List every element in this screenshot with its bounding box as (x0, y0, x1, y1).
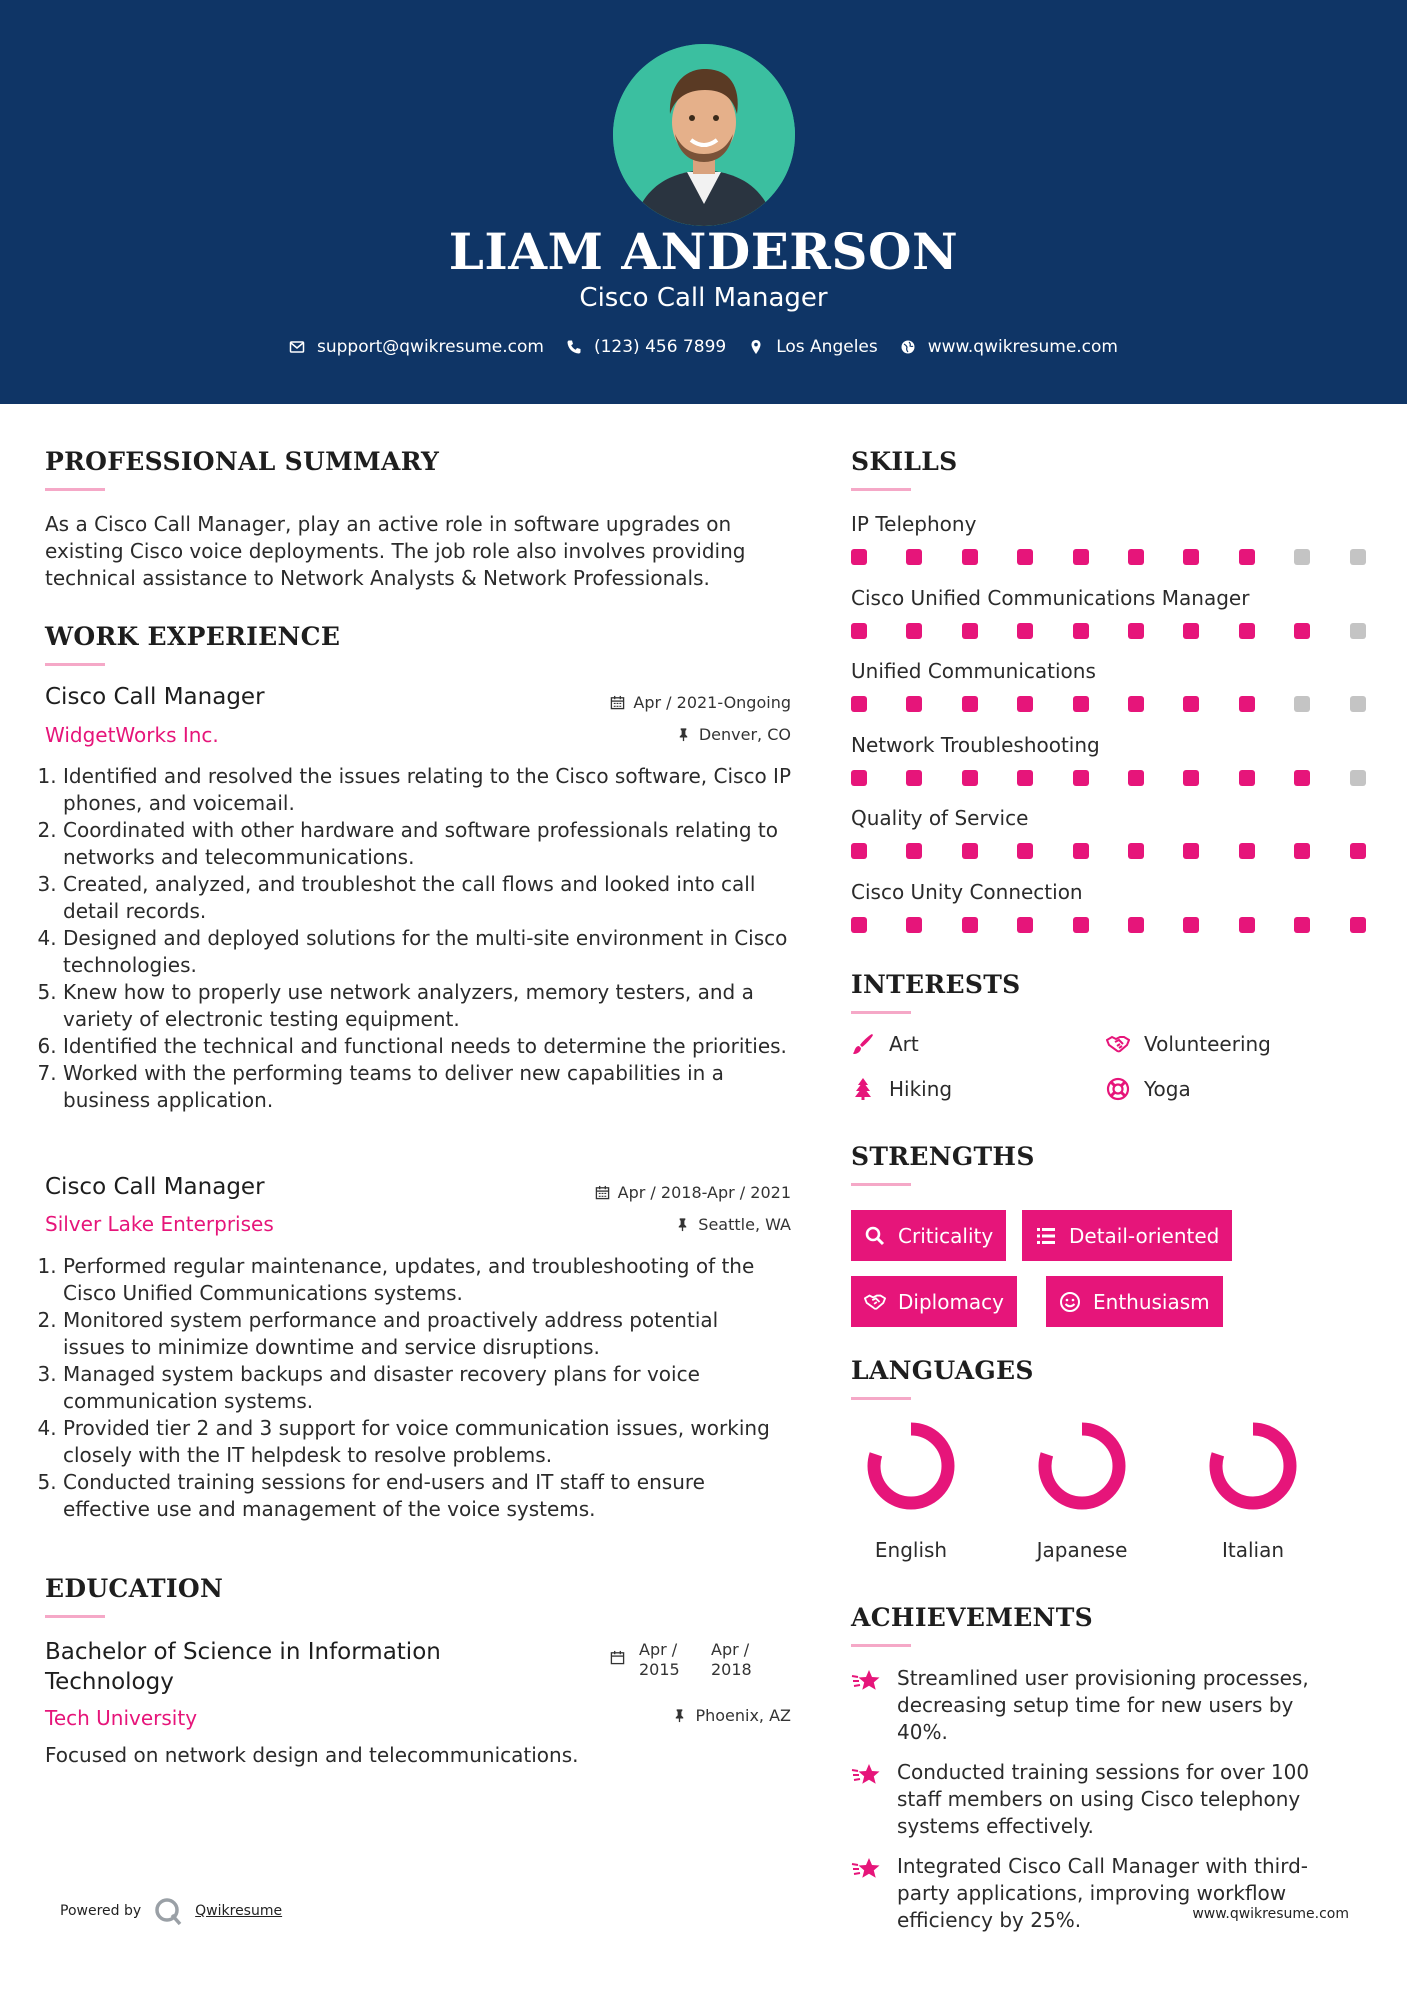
skill-dot-filled (1128, 623, 1144, 639)
skill-dot-filled (1128, 770, 1144, 786)
envelope-icon (289, 339, 305, 355)
skill-dot-filled (906, 696, 922, 712)
skill-name: Cisco Unified Communications Manager (851, 585, 1250, 610)
strength-chip (851, 1210, 1006, 1261)
email-text: support@qwikresume.com (317, 337, 544, 357)
interest-label: Hiking (889, 1077, 953, 1101)
language-label: English (874, 1538, 948, 1562)
lifering-icon (1106, 1077, 1130, 1101)
list-item: 2. Monitored system performance and proactively address potential issues to minimize downtime and service disruptions. (63, 1307, 783, 1361)
skill-dot-filled (1239, 770, 1255, 786)
skill-dot-filled (1350, 843, 1366, 859)
skill-dot-filled (851, 623, 867, 639)
smile-icon (1059, 1291, 1081, 1313)
summary-title: PROFESSIONAL SUMMARY (45, 447, 440, 476)
strengths-rule (851, 1183, 911, 1186)
footer-website[interactable]: www.qwikresume.com (1192, 1906, 1349, 1922)
job-dates (610, 693, 791, 712)
skill-dot-filled (1073, 843, 1089, 859)
list-item: 6. Identified the technical and functional needs to determine the priorities. (63, 1033, 803, 1060)
strength-chip (1022, 1210, 1232, 1261)
list-item: 5. Knew how to properly use network analyzers, memory testers, and a variety of electronic testing equipment. (63, 979, 803, 1033)
list-item: 3. Created, analyzed, and troubleshot the call flows and looked into call detail records. (63, 871, 803, 925)
candidate-role: Cisco Call Manager (579, 283, 828, 313)
skill-dot-filled (1183, 770, 1199, 786)
strength-label: Criticality (898, 1223, 994, 1248)
skill-name: Network Troubleshooting (851, 732, 1100, 757)
search-icon (864, 1225, 886, 1247)
job-title: Cisco Call Manager (45, 684, 265, 710)
skills-rule (851, 488, 911, 491)
skill-dot-filled (1073, 696, 1089, 712)
paintbrush-icon (851, 1032, 875, 1056)
skill-dot-filled (962, 917, 978, 933)
job-bullets (43, 763, 803, 1114)
skill-dot-filled (851, 917, 867, 933)
skill-dot-filled (1183, 549, 1199, 565)
contact-website[interactable] (900, 337, 1118, 357)
education-start: Apr / 2015 (639, 1640, 680, 1679)
skill-dot-filled (1017, 770, 1033, 786)
job-company: Silver Lake Enterprises (45, 1212, 274, 1236)
skill-dot-filled (1239, 843, 1255, 859)
avatar-illustration (613, 44, 795, 226)
list-item: 7. Worked with the performing teams to deliver new capabilities in a business application. (63, 1060, 803, 1114)
skill-dot-filled (1017, 917, 1033, 933)
skill-dot-filled (1350, 917, 1366, 933)
skill-dot-filled (1128, 549, 1144, 565)
list-item: 5. Conducted training sessions for end-users and IT staff to ensure effective use and management of the voice systems. (63, 1469, 783, 1523)
job-location (676, 725, 791, 744)
skill-dot-empty (1350, 623, 1366, 639)
calendar-icon (610, 1650, 625, 1665)
skill-dot-empty (1294, 549, 1310, 565)
tree-icon (851, 1077, 875, 1101)
work-title: WORK EXPERIENCE (45, 622, 341, 651)
interest-label: Art (889, 1032, 919, 1056)
interest-label: Yoga (1144, 1077, 1191, 1101)
skill-dot-filled (1128, 917, 1144, 933)
interests-title: INTERESTS (851, 970, 1021, 999)
candidate-name: LIAM ANDERSON (448, 222, 959, 281)
skill-dot-filled (962, 623, 978, 639)
language-ring-arc (1216, 1429, 1290, 1503)
phone-text: (123) 456 7899 (593, 337, 727, 357)
language-ring-arc (874, 1429, 948, 1503)
work-rule (45, 663, 105, 666)
skill-dot-filled (1294, 917, 1310, 933)
skill-name: Cisco Unity Connection (851, 879, 1083, 904)
contact-bar (0, 337, 1407, 357)
skill-dot-filled (1073, 549, 1089, 565)
star-icon (851, 1761, 883, 1789)
skill-dot-filled (851, 843, 867, 859)
job-location-text: Denver, CO (698, 725, 791, 744)
map-pin-icon (748, 339, 764, 355)
achievement-item (851, 1759, 1341, 1840)
brand-link[interactable]: Qwikresume (195, 1903, 283, 1919)
powered-by (60, 1896, 282, 1926)
interest-art (851, 1032, 919, 1056)
education-end: Apr / 2018 (711, 1640, 752, 1679)
language-label: Italian (1221, 1538, 1285, 1562)
list-icon (1035, 1225, 1057, 1247)
job-dates-text: Apr / 2021-Ongoing (633, 693, 791, 712)
language-ring-arc (1045, 1429, 1119, 1503)
skill-dot-filled (1073, 623, 1089, 639)
degree-title: Bachelor of Science in Information Technology (45, 1639, 441, 1695)
skill-dot-filled (1073, 917, 1089, 933)
education-rule (45, 1615, 105, 1618)
summary-text: As a Cisco Call Manager, play an active role in software upgrades on existing Cisco voice deployments. The job role also involves providing technical assistance to Network Analysts & Network Professionals. (45, 512, 746, 590)
skill-dot-filled (1183, 843, 1199, 859)
skill-dot-filled (962, 549, 978, 565)
job-dates (595, 1183, 791, 1202)
strengths-title: STRENGTHS (851, 1142, 1035, 1171)
education-location-text: Phoenix, AZ (695, 1706, 791, 1725)
skill-dot-filled (1294, 623, 1310, 639)
calendar-icon (610, 695, 625, 710)
strength-label: Detail-oriented (1069, 1223, 1220, 1248)
achievement-text: Integrated Cisco Call Manager with third-party applications, improving workflow efficiency by 25%. (897, 1854, 1308, 1932)
skill-dot-filled (1017, 623, 1033, 639)
achievement-item (851, 1665, 1341, 1746)
website-text: www.qwikresume.com (927, 337, 1118, 357)
interests-rule (851, 1011, 911, 1014)
education-title: EDUCATION (45, 1574, 224, 1603)
skill-dot-filled (906, 843, 922, 859)
languages-rule (851, 1397, 911, 1400)
list-item: 1. Performed regular maintenance, updates, and troubleshooting of the Cisco Unified Communications systems. (63, 1253, 783, 1307)
list-item: 4. Provided tier 2 and 3 support for voice communication issues, working closely with the IT helpdesk to resolve problems. (63, 1415, 783, 1469)
skill-dot-filled (1128, 843, 1144, 859)
pushpin-icon (676, 727, 691, 742)
skill-dot-filled (1128, 696, 1144, 712)
summary-rule (45, 488, 105, 491)
strength-chip (1046, 1276, 1223, 1327)
skill-dot-empty (1350, 770, 1366, 786)
strength-label: Diplomacy (898, 1289, 1005, 1314)
skill-dot-filled (906, 549, 922, 565)
skill-dot-empty (1294, 696, 1310, 712)
job-bullets (43, 1253, 783, 1523)
skill-dot-filled (1239, 917, 1255, 933)
interest-label: Volunteering (1144, 1032, 1271, 1056)
strength-chip (851, 1276, 1017, 1327)
skill-dot-empty (1350, 549, 1366, 565)
skill-dot-filled (906, 770, 922, 786)
education-location (672, 1706, 791, 1725)
job-company: WidgetWorks Inc. (45, 723, 219, 747)
skill-dot-filled (1183, 623, 1199, 639)
interest-yoga (1106, 1077, 1191, 1101)
interest-hiking (851, 1077, 952, 1101)
skill-dot-filled (1294, 843, 1310, 859)
skill-dot-filled (906, 917, 922, 933)
strength-label: Enthusiasm (1093, 1289, 1210, 1314)
star-icon (851, 1855, 883, 1883)
skill-dot-filled (962, 843, 978, 859)
profile-photo (613, 44, 795, 226)
skill-dot-filled (1017, 843, 1033, 859)
pushpin-icon (672, 1708, 687, 1723)
interest-volunteering (1106, 1032, 1271, 1056)
skill-name: Unified Communications (851, 659, 1096, 683)
skill-dot-filled (962, 696, 978, 712)
contact-email[interactable] (289, 337, 544, 357)
achievement-text: Conducted training sessions for over 100 staff members on using Cisco telephony systems effectively. (897, 1760, 1310, 1838)
languages-title: LANGUAGES (851, 1356, 1034, 1385)
language-ring (1203, 1416, 1303, 1516)
skill-dot-filled (906, 623, 922, 639)
language-ring (861, 1416, 961, 1516)
education-description: Focused on network design and telecommunications. (45, 1743, 579, 1767)
skill-name: IP Telephony (851, 512, 977, 536)
qwikresume-logo-icon (153, 1896, 183, 1926)
list-item: 3. Managed system backups and disaster recovery plans for voice communication systems. (63, 1361, 783, 1415)
education-dates (610, 1640, 769, 1680)
school-name: Tech University (45, 1706, 198, 1730)
skill-dot-filled (1239, 623, 1255, 639)
powered-by-label: Powered by (60, 1903, 142, 1919)
skill-dot-filled (1073, 770, 1089, 786)
contact-location (748, 337, 878, 357)
achievement-text: Streamlined user provisioning processes, decreasing setup time for new users by 40%. (897, 1666, 1309, 1744)
phone-icon (566, 339, 582, 355)
skill-dot-empty (1350, 696, 1366, 712)
skill-dot-filled (1239, 696, 1255, 712)
contact-phone[interactable] (566, 337, 726, 357)
skill-dot-filled (851, 770, 867, 786)
job-location (675, 1215, 791, 1234)
list-item: 4. Designed and deployed solutions for the multi-site environment in Cisco technologies. (63, 925, 803, 979)
skill-dot-filled (1239, 549, 1255, 565)
list-item: 1. Identified and resolved the issues relating to the Cisco software, Cisco IP phones, and voicemail. (63, 763, 803, 817)
skill-dot-filled (1017, 696, 1033, 712)
skill-dot-filled (1017, 549, 1033, 565)
language-label: Japanese (1036, 1538, 1128, 1562)
skill-dot-filled (851, 696, 867, 712)
skill-dot-filled (851, 549, 867, 565)
achievements-rule (851, 1644, 911, 1647)
skill-dot-filled (1183, 696, 1199, 712)
calendar-icon (595, 1185, 610, 1200)
skill-dot-filled (1183, 917, 1199, 933)
handshake-icon (864, 1291, 886, 1313)
skill-name: Quality of Service (851, 806, 1029, 830)
achievements-title: ACHIEVEMENTS (851, 1603, 1093, 1632)
job-location-text: Seattle, WA (698, 1215, 791, 1234)
pushpin-icon (675, 1217, 690, 1232)
handshake-icon (1106, 1032, 1130, 1056)
location-text: Los Angeles (776, 337, 878, 357)
skill-dot-filled (1294, 770, 1310, 786)
globe-icon (900, 339, 916, 355)
resume-header (0, 0, 1407, 404)
language-ring (1032, 1416, 1132, 1516)
job-title: Cisco Call Manager (45, 1174, 265, 1200)
skill-dot-filled (962, 770, 978, 786)
list-item: 2. Coordinated with other hardware and software professionals relating to networks and telecommunications. (63, 817, 803, 871)
star-icon (851, 1667, 883, 1695)
skills-title: SKILLS (851, 447, 958, 476)
job-dates-text: Apr / 2018-Apr / 2021 (617, 1183, 791, 1202)
